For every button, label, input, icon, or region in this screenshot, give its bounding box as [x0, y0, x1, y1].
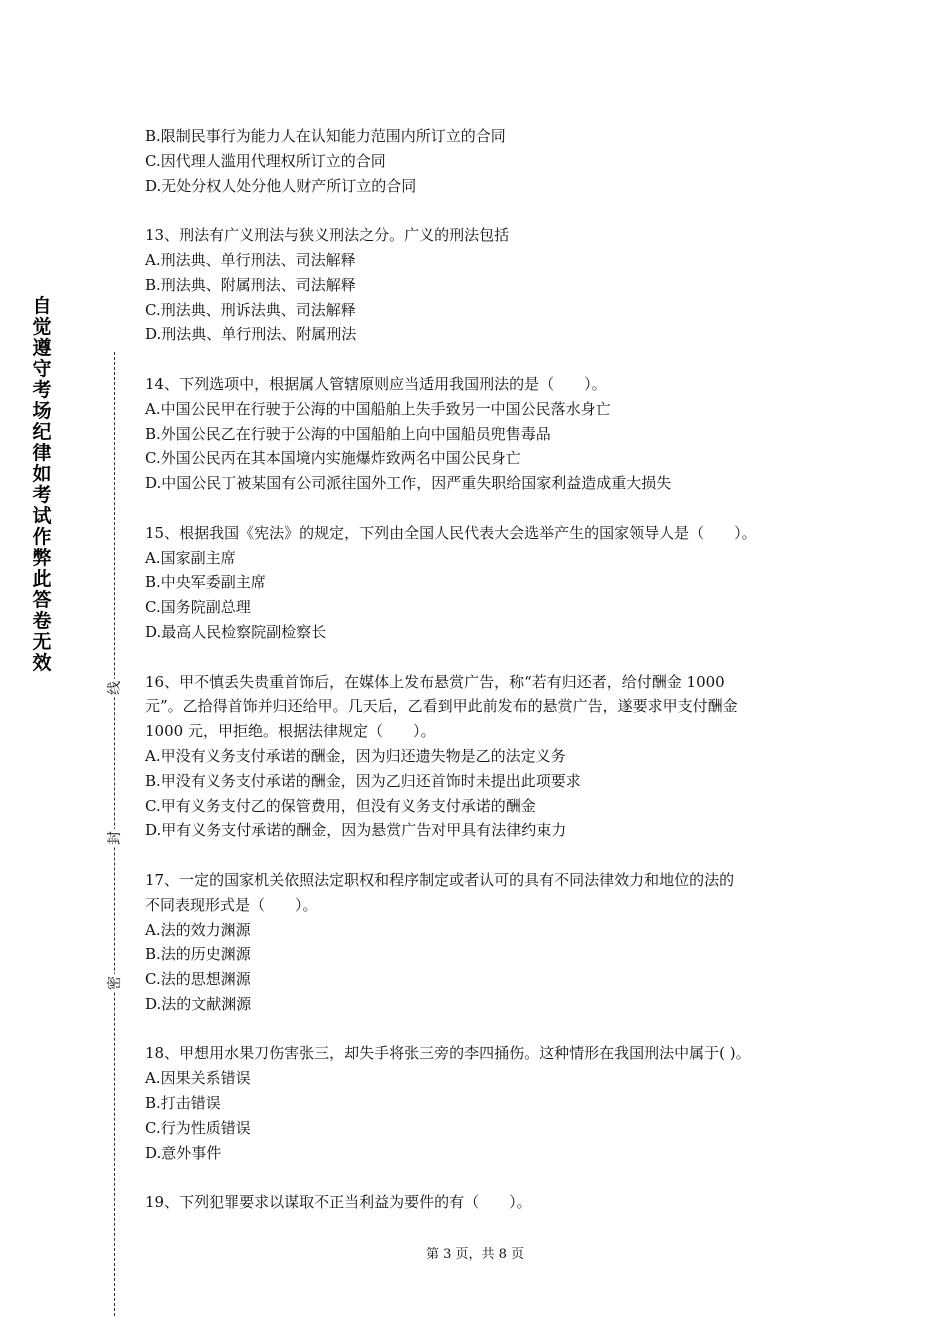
option: A.法的效力渊源 — [145, 920, 251, 939]
option: C.刑法典、刑诉法典、司法解释 — [145, 300, 356, 319]
option: A.甲没有义务支付承诺的酬金，因为归还遗失物是乙的法定义务 — [145, 746, 566, 765]
exam-discipline-warning: 自觉遵守考场纪律如考试作弊此答卷无效 — [32, 295, 52, 674]
option: B.法的历史渊源 — [145, 945, 251, 964]
question-stem: 1000 元，甲拒绝。根据法律规定（ ）。 — [145, 722, 436, 741]
question-18 — [145, 1041, 825, 1165]
option: D.甲有义务支付承诺的酬金，因为悬赏广告对甲具有法律约束力 — [145, 821, 567, 840]
option: B.限制民事行为能力人在认知能力范围内所订立的合同 — [145, 127, 506, 145]
binding-mark-seal: 封 — [107, 831, 123, 845]
question-14 — [145, 372, 825, 496]
option: D.最高人民检察院副检察长 — [145, 622, 327, 641]
question-stem: 元”。乙拾得首饰并归还给甲。几天后，乙看到甲此前发布的悬赏广告，遂要求甲支付酬金 — [145, 697, 738, 716]
option: C.外国公民丙在其本国境内实施爆炸致两名中国公民身亡 — [145, 449, 521, 468]
option: C.行为性质错误 — [145, 1118, 251, 1137]
option: D.无处分权人处分他人财产所订立的合同 — [145, 176, 417, 195]
question-stem: 13、刑法有广义刑法与狭义刑法之分。广义的刑法包括 — [145, 226, 510, 245]
option: B.打击错误 — [145, 1094, 221, 1113]
question-stem: 19、下列犯罪要求以谋取不正当利益为要件的有（ ）。 — [145, 1193, 532, 1212]
option: C.因代理人滥用代理权所订立的合同 — [145, 151, 386, 170]
option: A.刑法典、单行刑法、司法解释 — [145, 250, 356, 269]
option: C.甲有义务支付乙的保管费用，但没有义务支付承诺的酬金 — [145, 796, 536, 815]
option: A.因果关系错误 — [145, 1069, 251, 1088]
page-number: 第 3 页，共 8 页 — [425, 1247, 525, 1262]
question-15 — [145, 521, 825, 645]
option: A.国家副主席 — [145, 548, 236, 567]
question-13 — [145, 223, 825, 347]
question-stem: 16、甲不慎丢失贵重首饰后，在媒体上发布悬赏广告，称“若有归还者，给付酬金 1000 — [145, 672, 725, 691]
question-stem: 15、根据我国《宪法》的规定，下列由全国人民代表大会选举产生的国家领导人是（ ）。 — [145, 523, 757, 542]
option: C.法的思想渊源 — [145, 970, 251, 989]
question-content — [145, 124, 825, 1240]
option: D.刑法典、单行刑法、附属刑法 — [145, 325, 357, 344]
option: B.刑法典、附属刑法、司法解释 — [145, 275, 356, 294]
question-17 — [145, 868, 825, 1017]
question-16 — [145, 670, 825, 844]
question-stem: 不同表现形式是（ ）。 — [145, 895, 318, 914]
option: B.中央军委副主席 — [145, 573, 266, 592]
binding-mark-line: 线 — [107, 681, 123, 695]
continued-options — [145, 124, 825, 198]
option: D.法的文献渊源 — [145, 994, 252, 1013]
question-stem: 17、一定的国家机关依照法定职权和程序制定或者认可的具有不同法律效力和地位的法的 — [145, 870, 735, 889]
option: A.中国公民甲在行驶于公海的中国船舶上失手致另一中国公民落水身亡 — [145, 399, 611, 418]
option: B.外国公民乙在行驶于公海的中国船舶上向中国船员兜售毒品 — [145, 424, 551, 443]
option: C.国务院副总理 — [145, 598, 251, 617]
binding-mark-secret: 密 — [107, 976, 123, 990]
option: D.意外事件 — [145, 1143, 222, 1162]
question-stem: 18、甲想用水果刀伤害张三，却失手将张三旁的李四捅伤。这种情形在我国刑法中属于( )。 — [145, 1044, 751, 1063]
option: D.中国公民丁被某国有公司派往国外工作，因严重失职给国家利益造成重大损失 — [145, 474, 672, 493]
question-stem: 14、下列选项中，根据属人管辖原则应当适用我国刑法的是（ ）。 — [145, 374, 607, 393]
option: B.甲没有义务支付承诺的酬金，因为乙归还首饰时未提出此项要求 — [145, 771, 581, 790]
question-19 — [145, 1190, 825, 1215]
